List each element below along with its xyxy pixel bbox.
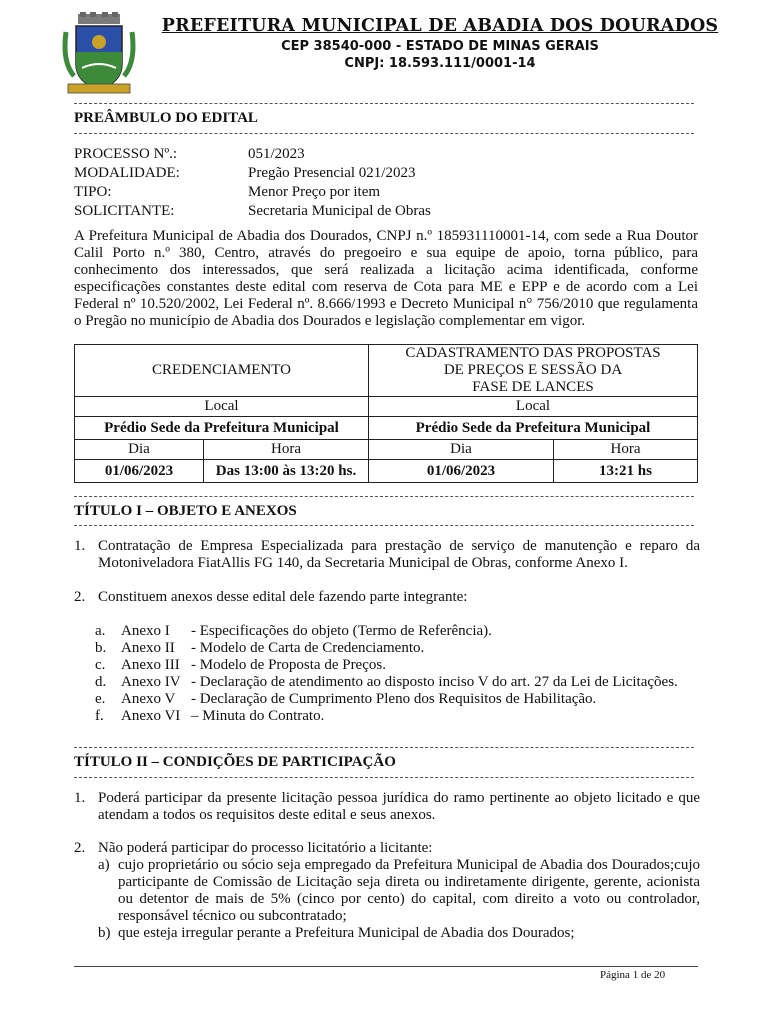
divider: [74, 133, 694, 134]
credenciamento-header: CREDENCIAMENTO: [75, 345, 369, 397]
hora-label: Hora: [204, 440, 369, 460]
dia-label: Dia: [369, 440, 554, 460]
item-number: 2.: [74, 840, 86, 856]
item-number: 2.: [74, 589, 86, 605]
annex-desc: - Modelo de Carta de Credenciamento.: [191, 640, 425, 656]
cep-line: CEP 38540-000 - ESTADO DE MINAS GERAIS: [281, 39, 599, 54]
annex-name: Anexo II: [121, 640, 175, 656]
proposals-header-line: CADASTRAMENTO DAS PROPOSTAS: [405, 345, 661, 361]
place-left: Prédio Sede da Prefeitura Municipal: [75, 417, 369, 440]
item-text: Constituem anexos desse edital dele fazendo parte integrante:: [98, 589, 468, 605]
meta-value: 051/2023: [248, 146, 305, 162]
letterhead: [60, 12, 719, 97]
list-item: [95, 640, 678, 657]
list-item: [74, 538, 700, 572]
hora-label: Hora: [554, 440, 698, 460]
proposals-header-line: DE PREÇOS E SESSÃO DA: [443, 362, 623, 378]
page-number: Página 1 de 20: [600, 969, 666, 981]
meta-key: PROCESSO Nº.:: [74, 146, 178, 162]
list-item: [95, 674, 678, 691]
annex-list: [95, 623, 678, 725]
meta-value: Menor Preço por item: [248, 184, 381, 200]
title-i-items: [74, 538, 700, 572]
list-item: [95, 691, 678, 708]
list-item: [95, 657, 678, 674]
sub-letter: b): [98, 925, 111, 941]
title-ii: TÍTULO II – CONDIÇÕES DE PARTICIPAÇÃO: [74, 754, 396, 770]
sub-item: [98, 857, 700, 925]
schedule-table: [74, 344, 698, 483]
title-i: TÍTULO I – OBJETO E ANEXOS: [74, 503, 297, 519]
sub-text: que esteja irregular perante a Prefeitura Municipal de Abadia dos Dourados;: [118, 925, 575, 941]
item-number: 1.: [74, 538, 86, 554]
meta-key: TIPO:: [74, 184, 112, 200]
sub-letter: a): [98, 857, 110, 873]
meta-value: Pregão Presencial 021/2023: [248, 165, 416, 181]
annex-letter: a.: [95, 623, 106, 639]
annex-letter: d.: [95, 674, 107, 690]
annex-desc: – Minuta do Contrato.: [191, 708, 325, 724]
list-item: [95, 623, 678, 640]
annex-desc: - Modelo de Proposta de Preços.: [191, 657, 386, 673]
municipality-title: PREFEITURA MUNICIPAL DE ABADIA DOS DOURADOS: [161, 16, 719, 36]
list-item: [74, 840, 700, 857]
coat-of-arms-icon: [60, 12, 138, 96]
date-left: 01/06/2023: [75, 460, 204, 483]
list-item: [74, 589, 700, 606]
local-label: Local: [75, 397, 369, 417]
title-ii-item-2: [74, 840, 700, 942]
meta-row: [74, 202, 431, 221]
annex-letter: e.: [95, 691, 106, 707]
meta-key: MODALIDADE:: [74, 165, 180, 181]
annex-name: Anexo VI: [121, 708, 181, 724]
process-metadata: [74, 145, 431, 221]
title-ii-item-1: [74, 790, 700, 824]
sub-items: [74, 857, 700, 942]
letterhead-text: [160, 16, 720, 71]
divider: [74, 747, 694, 748]
sub-item: [98, 925, 700, 942]
annex-desc: - Declaração de Cumprimento Pleno dos Requisitos de Habilitação.: [191, 691, 597, 707]
meta-value: Secretaria Municipal de Obras: [248, 203, 431, 219]
time-left: Das 13:00 às 13:20 hs.: [204, 460, 369, 483]
divider: [74, 777, 694, 778]
annex-letter: f.: [95, 708, 104, 724]
dia-label: Dia: [75, 440, 204, 460]
local-label: Local: [369, 397, 698, 417]
divider: [74, 525, 694, 526]
item-number: 1.: [74, 790, 86, 806]
annex-desc: - Declaração de atendimento ao disposto inciso V do art. 27 da Lei de Licitações.: [191, 674, 678, 690]
date-right: 01/06/2023: [369, 460, 554, 483]
divider: [74, 103, 694, 104]
annex-desc: - Especificações do objeto (Termo de Referência).: [191, 623, 492, 639]
meta-row: [74, 183, 431, 202]
annex-name: Anexo IV: [121, 674, 181, 690]
time-right: 13:21 hs: [554, 460, 698, 483]
annex-name: Anexo III: [121, 657, 180, 673]
sub-text: cujo proprietário ou sócio seja empregado da Prefeitura Municipal de Abadia dos Dourados;cujo participante de Comissão de Licitação seja direta ou indiretamente dirigente, gerente, acionista ou detentor de mais de 5% (cinco por cento) do capital, com direito a voto ou controlador, responsável técnico ou subcontratado;: [118, 857, 700, 924]
proposals-header-line: FASE DE LANCES: [472, 379, 594, 395]
list-item: [95, 708, 678, 725]
annex-letter: c.: [95, 657, 106, 673]
annex-name: Anexo I: [121, 623, 170, 639]
preamble-title: PREÂMBULO DO EDITAL: [74, 110, 258, 126]
meta-row: [74, 164, 431, 183]
meta-key: SOLICITANTE:: [74, 203, 175, 219]
list-item: [74, 790, 700, 824]
annex-name: Anexo V: [121, 691, 176, 707]
meta-row: [74, 145, 431, 164]
footer-rule: [74, 966, 698, 967]
item-text: Contratação de Empresa Especializada para prestação de serviço de manutenção e reparo da Motoniveladora FiatAllis FG 140, da Secretaria Municipal de Obras, conforme Anexo I.: [98, 538, 700, 571]
item-text: Poderá participar da presente licitação pessoa jurídica do ramo pertinente ao objeto licitado e que atendam a todos os requisitos deste edital e seus anexos.: [98, 790, 700, 823]
place-right: Prédio Sede da Prefeitura Municipal: [369, 417, 698, 440]
item-text: Não poderá participar do processo licitatório a licitante:: [98, 840, 433, 856]
proposals-header: [369, 345, 698, 397]
divider: [74, 496, 694, 497]
annex-letter: b.: [95, 640, 107, 656]
intro-paragraph: A Prefeitura Municipal de Abadia dos Dourados, CNPJ n.º 185931110001-14, com sede a Rua Doutor Calil Porto n.º 380, Centro, através do pregoeiro e sua equipe de apoio, torna público, para conhecimento dos interessados, que será realizada a licitação acima identificada, conforme especificações constantes deste edital com reserva de Cota para ME e EPP e de acordo com a Lei Federal nº 10.520/2002, Lei Federal nº. 8.666/1993 e Decreto Municipal n° 756/2010 que regulamenta o Pregão no município de Abadia dos Dourados e legislação complementar em vigor.: [74, 228, 698, 329]
cnpj-line: CNPJ: 18.593.111/0001-14: [344, 56, 536, 71]
title-i-items: [74, 589, 700, 606]
